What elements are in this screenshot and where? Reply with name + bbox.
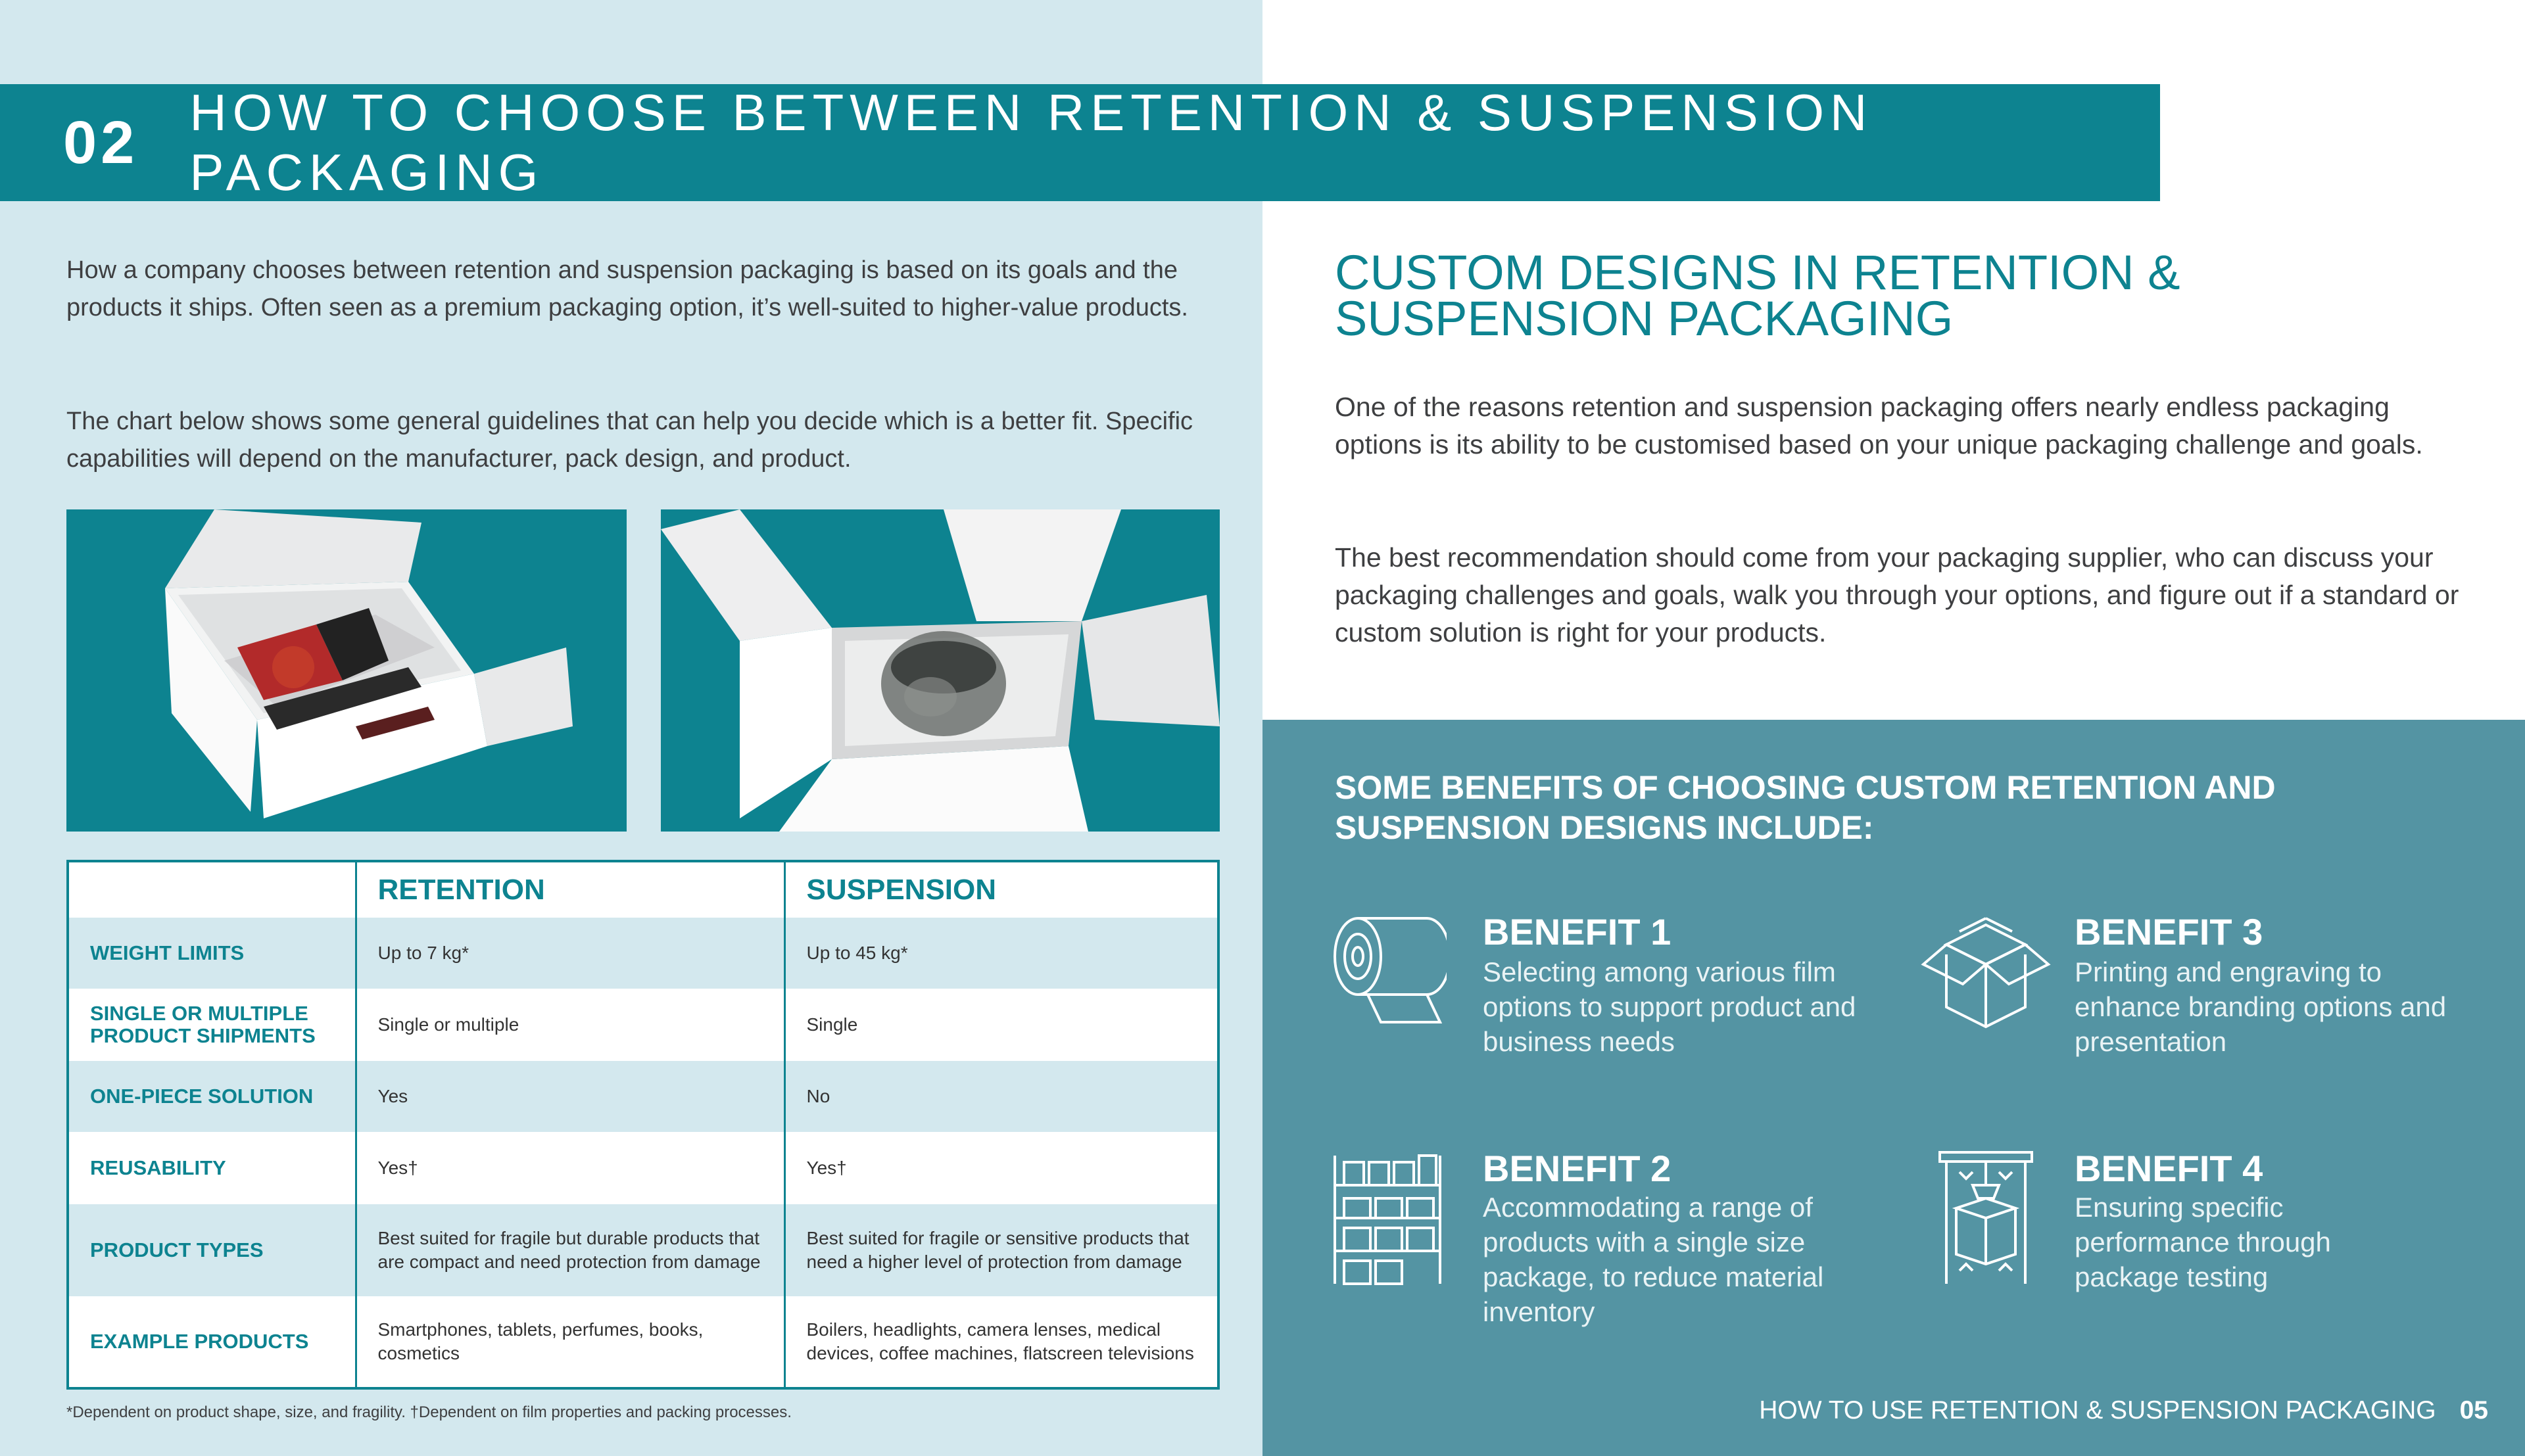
table-header-row — [68, 861, 1218, 918]
suspension-cell: Single — [784, 989, 1218, 1061]
benefit-2-title: BENEFIT 2 — [1483, 1148, 1671, 1189]
table-row — [68, 989, 1218, 1061]
table-header-empty — [68, 861, 356, 918]
retention-cell: Best suited for fragile but durable products that are compact and need protection from damage — [356, 1204, 784, 1296]
shelving-icon — [1330, 1149, 1448, 1280]
table-header-suspension: SUSPENSION — [784, 861, 1218, 918]
retention-cell: Single or multiple — [356, 989, 784, 1061]
benefits-heading: SOME BENEFITS OF CHOOSING CUSTOM RETENTION AND SUSPENSION DESIGNS INCLUDE: — [1335, 769, 2276, 846]
suspension-cell: Up to 45 kg* — [784, 918, 1218, 989]
footnote: *Dependent on product shape, size, and fragility. †Dependent on film properties and packing processes. — [66, 1403, 792, 1421]
retention-cell: Yes — [356, 1061, 784, 1132]
custom-paragraph-1: One of the reasons retention and suspension packaging offers nearly endless packaging options is its ability to be customised based on your unique packaging challenge and goals. — [1335, 392, 2423, 459]
row-label: REUSABILITY — [68, 1132, 356, 1204]
intro-paragraph-2: The chart below shows some general guidelines that can help you decide which is a better fit. Specific capabilities will depend on the manufacturer, pack design, and product. — [66, 408, 1193, 473]
benefit-4-desc: Ensuring specific performance through package testing — [2075, 1192, 2331, 1292]
page-number: 05 — [2459, 1396, 2488, 1424]
suspension-cell: Best suited for fragile or sensitive products that need a higher level of protection from damage — [784, 1204, 1218, 1296]
page-footer — [1759, 1396, 2488, 1425]
section-header — [0, 84, 2160, 201]
suspension-cell: Yes† — [784, 1132, 1218, 1204]
benefit-2-desc: Accommodating a range of products with a single size package, to reduce material inventory — [1483, 1192, 1824, 1327]
benefit-3-title: BENEFIT 3 — [2075, 911, 2263, 952]
row-label: PRODUCT TYPES — [68, 1204, 356, 1296]
retention-cell: Up to 7 kg* — [356, 918, 784, 989]
row-label: ONE-PIECE SOLUTION — [68, 1061, 356, 1132]
package-test-icon — [1927, 1149, 2045, 1280]
intro-paragraph-1: How a company chooses between retention and suspension packaging is based on its goals and the products it ships. Often seen as a premium packaging option, it’s well-suited to higher-value products. — [66, 256, 1188, 321]
benefit-3-desc: Printing and engraving to enhance branding options and presentation — [2075, 956, 2447, 1057]
open-box-icon — [1920, 915, 2038, 1046]
row-label: EXAMPLE PRODUCTS — [68, 1296, 356, 1388]
benefit-1-title: BENEFIT 1 — [1483, 911, 1671, 952]
table-row — [68, 1204, 1218, 1296]
retention-package-photo — [66, 509, 627, 832]
custom-paragraph-2: The best recommendation should come from your packaging supplier, who can discuss your packaging challenges and goals, walk you through your options, and figure out if a standard or custom solution is right for your products. — [1335, 542, 2459, 647]
table-row — [68, 1296, 1218, 1388]
section-title: HOW TO CHOOSE BETWEEN RETENTION & SUSPENSION PACKAGING — [189, 83, 1873, 201]
table-header-retention: RETENTION — [356, 861, 784, 918]
comparison-table — [66, 860, 1220, 1390]
section-number: 02 — [63, 108, 139, 176]
suspension-cell: No — [784, 1061, 1218, 1132]
table-row — [68, 1061, 1218, 1132]
custom-designs-title: CUSTOM DESIGNS IN RETENTION & SUSPENSION PACKAGING — [1335, 245, 2180, 346]
table-row — [68, 1132, 1218, 1204]
suspension-cell: Boilers, headlights, camera lenses, medical devices, coffee machines, flatscreen televisions — [784, 1296, 1218, 1388]
row-label: WEIGHT LIMITS — [68, 918, 356, 989]
retention-cell: Yes† — [356, 1132, 784, 1204]
suspension-package-photo — [661, 509, 1220, 832]
retention-cell: Smartphones, tablets, perfumes, books, cosmetics — [356, 1296, 784, 1388]
table-row — [68, 918, 1218, 989]
benefit-4-title: BENEFIT 4 — [2075, 1148, 2263, 1189]
benefit-1-desc: Selecting among various film options to support product and business needs — [1483, 956, 1856, 1057]
row-label: SINGLE OR MULTIPLE PRODUCT SHIPMENTS — [68, 989, 356, 1061]
film-roll-icon — [1328, 910, 1447, 1042]
footer-label: HOW TO USE RETENTION & SUSPENSION PACKAGING — [1759, 1396, 2436, 1424]
